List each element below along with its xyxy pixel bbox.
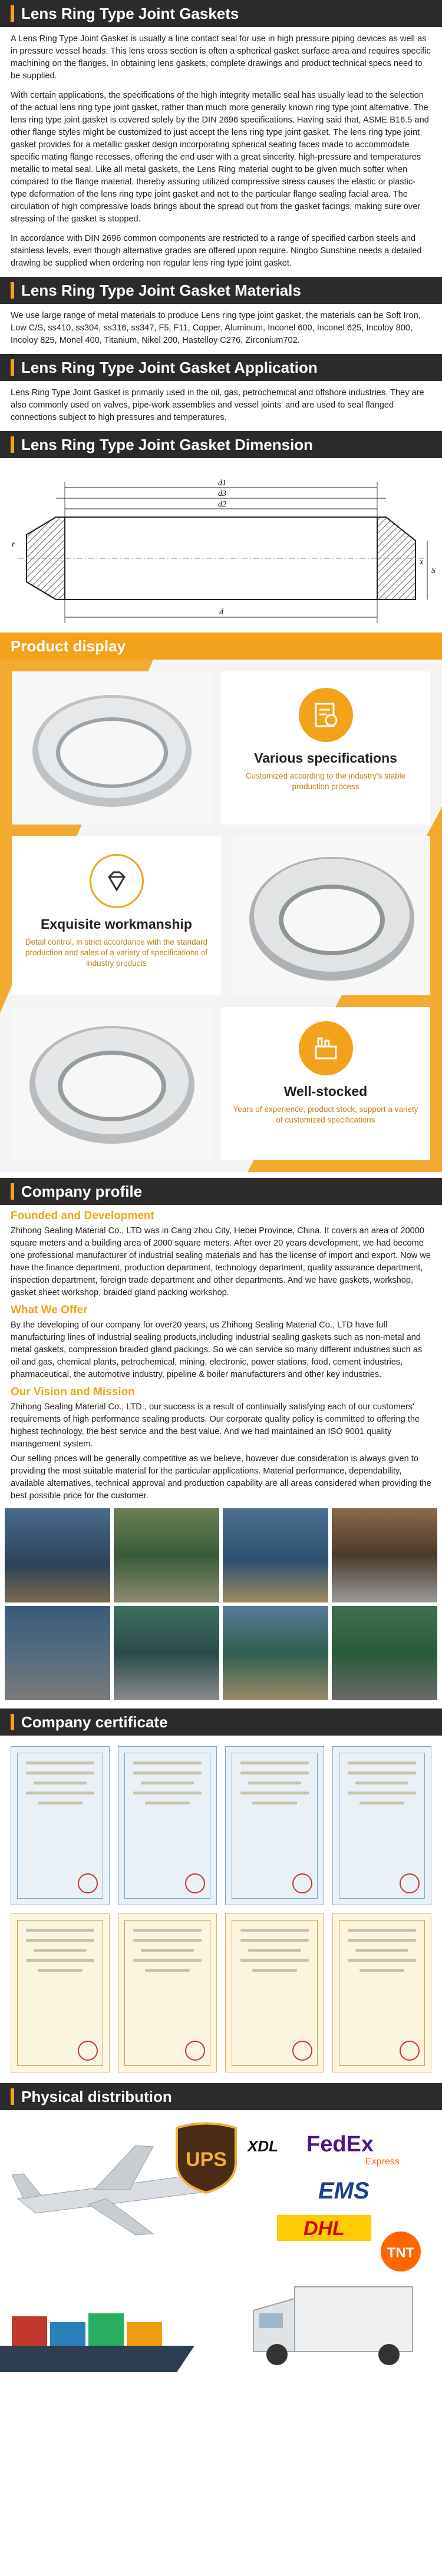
paragraph: By the developing of our company for over20 years, us Zhihong Sealing Material Co., LTD have full manufacturing lines of industrial sealing products,including industrial sealing gaskets such as non-metal and metal gaskets, compression braided gland packings. So we can service so many different industries such as oil and gas, chemical plants, petrochemical, mining, electronic, power stations, food, cement industries, pharmaceutical, the automotive industry, pipeline & boiler manufacturers and other key industries. bbox=[11, 1320, 423, 1379]
feature-description: Years of experience, product stock, support a variety of customized specifications bbox=[233, 1105, 418, 1124]
section-header-certificate bbox=[0, 1708, 442, 1736]
feature-title: Exquisite workmanship bbox=[41, 916, 192, 932]
header-accent-bar bbox=[11, 359, 14, 376]
vision-text bbox=[0, 1401, 442, 1502]
ring-image bbox=[12, 1007, 212, 1160]
shipping-graphic bbox=[0, 2110, 442, 2387]
feature-title: Various specifications bbox=[254, 750, 397, 766]
factory-photo bbox=[5, 1606, 110, 1700]
svg-text:DHL: DHL bbox=[304, 2217, 345, 2240]
product-display bbox=[0, 660, 442, 1172]
section-header-distribution bbox=[0, 2083, 442, 2110]
factory-photo bbox=[114, 1606, 219, 1700]
cargo-ship-icon bbox=[0, 2313, 194, 2372]
paragraph: With certain applications, the specifications of the high integrity metallic seal has usually lead to the selection of the actual lens ring type joint gasket, rather than much more generally known ring type joint alternative. The lens ring type joint gasket is covered solely by the DIN 2696 specifications. Having said that, ASME B16.5 and other flange styles might be customized to just accept the lens ring type joint gasket. The lens ring type joint gasket provides for a metallic gasket design incorporating spherical seating faces made to accommodate specific mating flange recesses, offering the end user with a great sincerity, high-pressure and temperatures metallic to metal seal. Like all metal gaskets, the Lens Ring material ought to be given much softer when compared to the flange material, thereby assuring utilized compressive stress causes the elastic or plastic-type deformation of the lens ring type joint gasket and not to the particular flange sealing facial area. The circulation of high compressive loads brings about the spread out from the gasket facings, making sure over stressing of the gasket is stopped. bbox=[11, 91, 429, 224]
factory-icon bbox=[299, 1021, 353, 1075]
certificate-image bbox=[11, 1746, 110, 1905]
feature-card-exquisite-workmanship bbox=[12, 836, 221, 995]
section-title: Lens Ring Type Joint Gasket Dimension bbox=[21, 436, 314, 453]
paragraph: Lens Ring Type Joint Gasket is primarily used in the oil, gas, petrochemical and offshore industries. They are also commonly used on valves, pipe-work assemblies and vessel joints' and are used to seal flanged connections subject to high pressures and temperatures. bbox=[11, 388, 424, 422]
section-title: Lens Ring Type Joint Gasket Application bbox=[21, 359, 318, 376]
section-header-lens-ring-gaskets bbox=[0, 0, 442, 27]
paragraph: Our selling prices will be generally competitive as we believe, however due consideration is always given to providing the most suitable material for the particular applications. Material performance, dependability, available alternatives, technical approval and production capability are all areas considered when providing the best possible price for the customer. bbox=[11, 1454, 431, 1501]
factory-photo-grid bbox=[0, 1508, 442, 1700]
certificate-image bbox=[332, 1913, 431, 2072]
svg-text:UPS: UPS bbox=[186, 2148, 227, 2171]
paragraph: Zhihong Sealing Material Co., LTD was in Cang zhou City, Hebei Province, China. It covers an area of 20000 square meters and a building area of 2000 square meters. After over 20 years development, we had become one professional manufacturer of industrial sealing materials and has the license of import and export. Now we have the finance department, production department, technology department, quality assurance department, inspection department, foreign trade department and other departments. And we have gaskets, workshop, gasket sheet workshop, braided gland packing workshop. bbox=[11, 1226, 431, 1297]
section-header-application bbox=[0, 354, 442, 381]
founded-text bbox=[0, 1225, 442, 1299]
label-d2: d2 bbox=[218, 500, 226, 509]
paragraph: Zhihong Sealing Material Co., LTD., our success is a result of continually satisfying each of our customers' requirements of high performance sealing products. Our corporate quality policy is committed to offering the highest technology, the best service and the best value. And we had maintained an ISO 9001 quality management system. bbox=[11, 1402, 420, 1449]
feature-card-well-stocked bbox=[221, 1007, 430, 1160]
label-r: r bbox=[12, 540, 15, 549]
feature-description: Customized according to the industry's stable production process bbox=[245, 772, 406, 791]
label-x: x bbox=[420, 558, 424, 567]
header-accent-bar bbox=[11, 436, 14, 453]
feature-card-various-specifications bbox=[221, 671, 430, 825]
factory-photo bbox=[223, 1508, 328, 1602]
label-d3: d3 bbox=[218, 489, 226, 498]
ring-image bbox=[12, 671, 212, 825]
svg-text:FedEx: FedEx bbox=[306, 2132, 374, 2157]
tnt-logo bbox=[381, 2231, 421, 2272]
application-text-block bbox=[0, 387, 442, 424]
label-s: S bbox=[431, 567, 436, 575]
section-title: Lens Ring Type Joint Gaskets bbox=[21, 5, 239, 22]
svg-text:TNT: TNT bbox=[387, 2245, 415, 2261]
certificate-image bbox=[11, 1913, 110, 2072]
section-header-dimension bbox=[0, 431, 442, 458]
section-title: Physical distribution bbox=[21, 2088, 172, 2105]
factory-photo bbox=[114, 1508, 219, 1602]
section-title: Company certificate bbox=[21, 1713, 168, 1731]
header-accent-bar bbox=[11, 1183, 14, 1200]
svg-text:Express: Express bbox=[365, 2157, 400, 2167]
factory-photo bbox=[332, 1606, 437, 1700]
ups-logo bbox=[177, 2124, 236, 2193]
certificate-image bbox=[118, 1746, 217, 1905]
paragraph: In accordance with DIN 2696 common components are restricted to a range of specified carbon steels and stainless levels, even though alternative grades are offered upon require. Ningbo Sunshine needs a detailed drawing be supplied when ordering non regular lens ring type joint gasket. bbox=[11, 234, 422, 268]
dhl-logo bbox=[277, 2215, 371, 2241]
subheading-vision: Our Vision and Mission bbox=[11, 1386, 135, 1398]
xdl-logo: XDL bbox=[248, 2137, 278, 2155]
section-header-company-profile bbox=[0, 1178, 442, 1205]
header-accent-bar bbox=[11, 282, 14, 299]
section-title: Product display bbox=[11, 637, 126, 655]
factory-photo bbox=[332, 1508, 437, 1602]
intro-text-block bbox=[0, 33, 442, 270]
label-d: d bbox=[219, 608, 223, 617]
subheading-offer: What We Offer bbox=[11, 1304, 88, 1316]
lens-ring-photo bbox=[12, 1007, 212, 1160]
paragraph: We use large range of metal materials to produce Lens ring type joint gasket, the materials can be Soft Iron, Low C/S, ss410, ss304, ss316, ss347, F5, F11, Copper, Aluminum, Inconel 600, Inconel 625, Incoloy 800, Incoloy 825, Monel 400, Titanium, Nikel 200, Hastelloy C276, Zirconium702. bbox=[11, 311, 421, 345]
fedex-logo bbox=[306, 2132, 400, 2167]
materials-text-block bbox=[0, 310, 442, 347]
shipping-illustration bbox=[0, 2110, 442, 2387]
certificate-grid bbox=[0, 1736, 442, 2083]
paragraph: A Lens Ring Type Joint Gasket is usually a line contact seal for use in high pressure piping devices as well as in pressure vessel heads. This lens cross section is often a spherical gasket surface area and requires specific machining on the flanges. In obtaining lens gaskets, complete drawings and product technical specs need to be supplied. bbox=[11, 34, 431, 81]
delivery-truck-icon bbox=[253, 2287, 413, 2365]
feature-description: Detail control, in strict accordance with the standard production and sales of a variety of specifications of industry products bbox=[25, 938, 208, 968]
feature-title: Well-stocked bbox=[283, 1084, 368, 1099]
dimension-drawing bbox=[0, 464, 442, 629]
dimension-diagram bbox=[0, 464, 442, 629]
section-header-materials bbox=[0, 277, 442, 304]
ems-logo: EMS bbox=[318, 2178, 370, 2204]
header-accent-bar bbox=[11, 5, 14, 22]
certificate-icon bbox=[299, 688, 353, 742]
header-accent-bar bbox=[11, 2088, 14, 2105]
certificate-image bbox=[118, 1913, 217, 2072]
lens-ring-photo bbox=[12, 671, 212, 825]
diamond-icon bbox=[90, 854, 144, 908]
section-title: Lens Ring Type Joint Gasket Materials bbox=[21, 282, 301, 299]
label-d1: d1 bbox=[218, 479, 226, 488]
offer-text bbox=[0, 1319, 442, 1381]
ring-image bbox=[233, 836, 430, 995]
section-header-product-display bbox=[0, 633, 442, 660]
certificate-image bbox=[225, 1913, 324, 2072]
factory-photo bbox=[223, 1606, 328, 1700]
header-accent-bar bbox=[11, 1714, 14, 1730]
subheading-founded: Founded and Development bbox=[11, 1210, 154, 1222]
certificate-image bbox=[332, 1746, 431, 1905]
section-title: Company profile bbox=[21, 1183, 143, 1200]
factory-photo bbox=[5, 1508, 110, 1602]
lens-ring-photo bbox=[233, 836, 430, 995]
certificate-image bbox=[225, 1746, 324, 1905]
